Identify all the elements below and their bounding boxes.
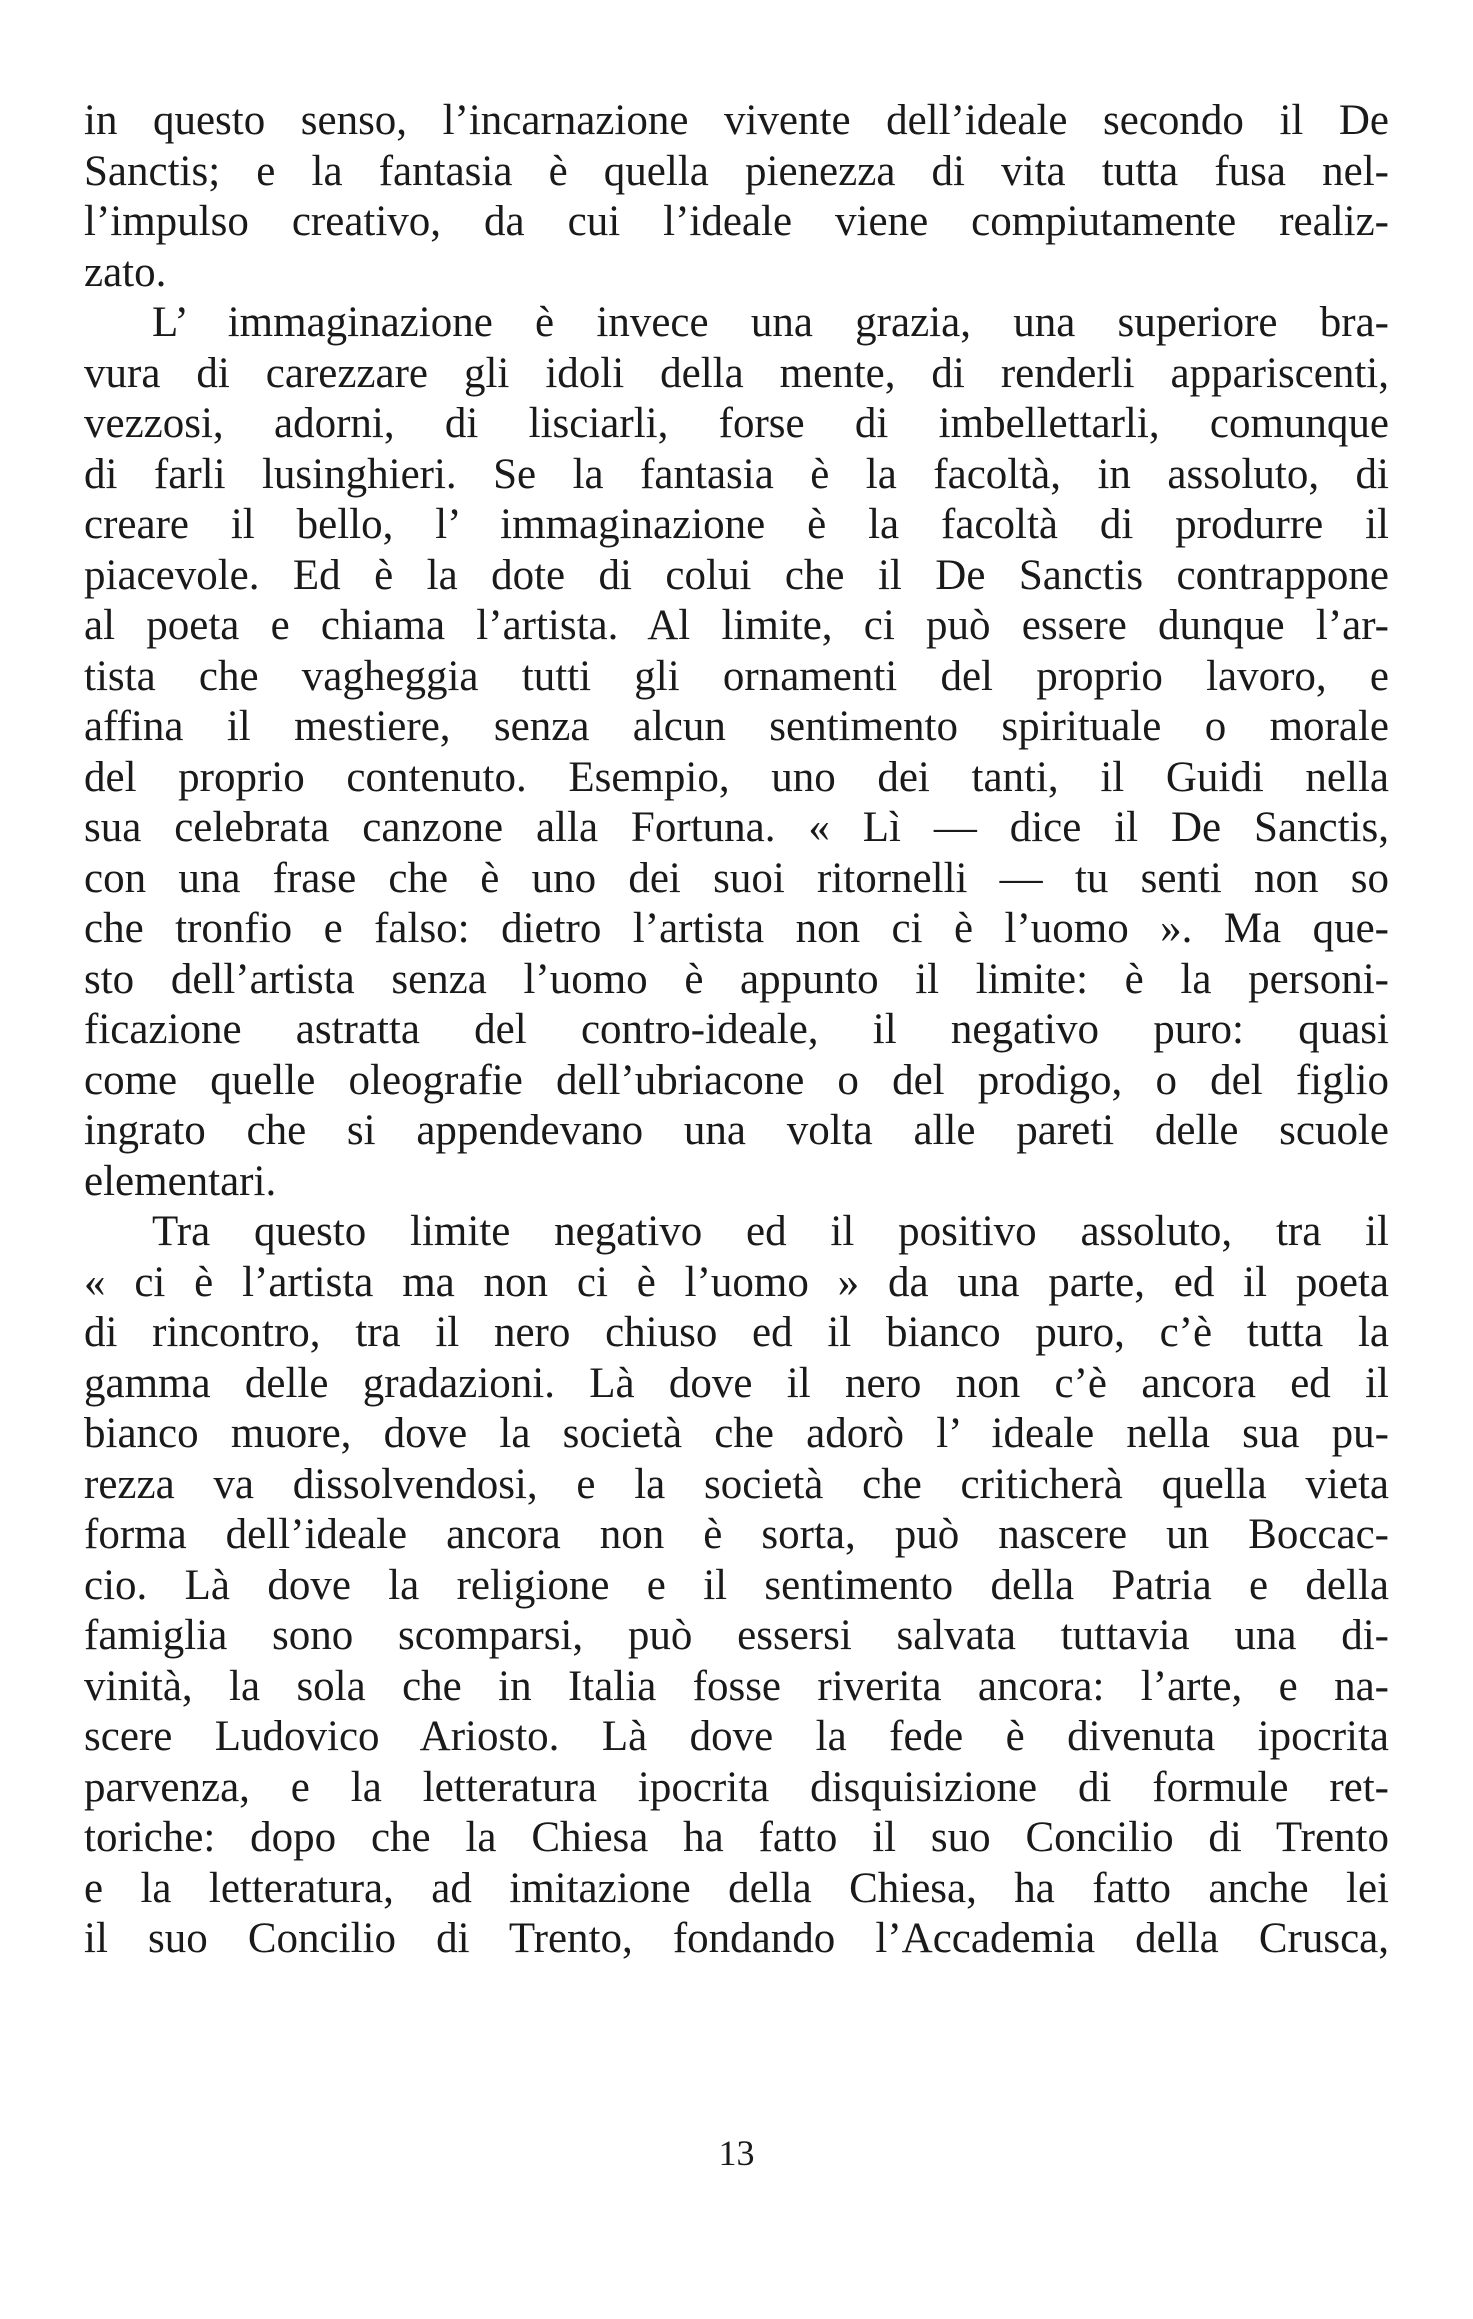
text-line-19: ficazione astratta del contro-ideale, il negativo puro: quasi — [84, 1006, 1389, 1053]
text-line-24: « ci è l’artista ma non ci è l’uomo » da una parte, ed il poeta — [84, 1258, 1389, 1306]
text-line-22: elementari. — [84, 1157, 277, 1205]
text-line-37: il suo Concilio di Trento, fondando l’Accademia della Crusca, — [84, 1915, 1389, 1962]
text-line-10: piacevole. Ed è la dote di colui che il De Sanctis contrappone — [84, 551, 1389, 599]
text-line-21: ingrato che si appendevano una volta alle pareti delle scuole — [84, 1107, 1389, 1154]
text-line-36: e la letteratura, ad imitazione della Chiesa, ha fatto anche lei — [84, 1864, 1389, 1912]
text-line-23: Tra questo limite negativo ed il positivo assoluto, tra il — [152, 1208, 1389, 1255]
text-line-31: famiglia sono scomparsi, può essersi salvata tuttavia una di- — [84, 1612, 1389, 1659]
text-line-20: come quelle oleografie dell’ubriacone o del prodigo, o del figlio — [84, 1056, 1389, 1104]
body-text — [84, 96, 1389, 1965]
text-line-25: di rincontro, tra il nero chiuso ed il bianco puro, c’è tutta la — [84, 1309, 1389, 1356]
text-line-34: parvenza, e la letteratura ipocrita disquisizione di formule ret- — [84, 1763, 1389, 1811]
text-line-16: con una frase che è uno dei suoi ritornelli — tu senti non so — [84, 854, 1389, 902]
text-line-33: scere Ludovico Ariosto. Là dove la fede è divenuta ipocrita — [84, 1713, 1389, 1760]
text-line-32: vinità, la sola che in Italia fosse riverita ancora: l’arte, e na- — [84, 1662, 1389, 1710]
text-line-2: Sanctis; e la fantasia è quella pienezza di vita tutta fusa nel- — [84, 147, 1389, 195]
page-number: 13 — [718, 2133, 755, 2173]
text-line-29: forma dell’ideale ancora non è sorta, può nascere un Boccac- — [84, 1511, 1389, 1558]
text-line-1: in questo senso, l’incarnazione vivente dell’ideale secondo il De — [84, 97, 1389, 144]
text-line-26: gamma delle gradazioni. Là dove il nero non c’è ancora ed il — [84, 1359, 1389, 1407]
text-line-4: zato. — [84, 248, 167, 296]
text-line-14: del proprio contenuto. Esempio, uno dei tanti, il Guidi nella — [84, 753, 1389, 801]
text-line-13: affina il mestiere, senza alcun sentimento spirituale o morale — [84, 703, 1389, 750]
text-line-5: L’ immaginazione è invece una grazia, una superiore bra- — [152, 299, 1389, 346]
text-line-8: di farli lusinghieri. Se la fantasia è la facoltà, in assoluto, di — [84, 450, 1389, 498]
text-line-30: cio. Là dove la religione e il sentimento della Patria e della — [84, 1561, 1389, 1609]
text-line-9: creare il bello, l’ immaginazione è la facoltà di produrre il — [84, 501, 1389, 548]
text-line-27: bianco muore, dove la società che adorò l’ ideale nella sua pu- — [84, 1410, 1389, 1457]
text-line-28: rezza va dissolvendosi, e la società che criticherà quella vieta — [84, 1460, 1389, 1508]
text-line-15: sua celebrata canzone alla Fortuna. « Lì — dice il De Sanctis, — [84, 804, 1389, 851]
text-line-7: vezzosi, adorni, di lisciarli, forse di imbellettarli, comunque — [84, 400, 1389, 447]
text-line-3: l’impulso creativo, da cui l’ideale viene compiutamente realiz- — [84, 198, 1389, 245]
text-line-17: che tronfio e falso: dietro l’artista non ci è l’uomo ». Ma que- — [84, 905, 1389, 952]
text-line-18: sto dell’artista senza l’uomo è appunto il limite: è la personi- — [84, 955, 1389, 1003]
text-line-35: toriche: dopo che la Chiesa ha fatto il suo Concilio di Trento — [84, 1814, 1389, 1861]
text-line-12: tista che vagheggia tutti gli ornamenti del proprio lavoro, e — [84, 652, 1389, 700]
text-line-11: al poeta e chiama l’artista. Al limite, ci può essere dunque l’ar- — [84, 602, 1389, 649]
text-line-6: vura di carezzare gli idoli della mente, di renderli appariscenti, — [84, 349, 1389, 397]
